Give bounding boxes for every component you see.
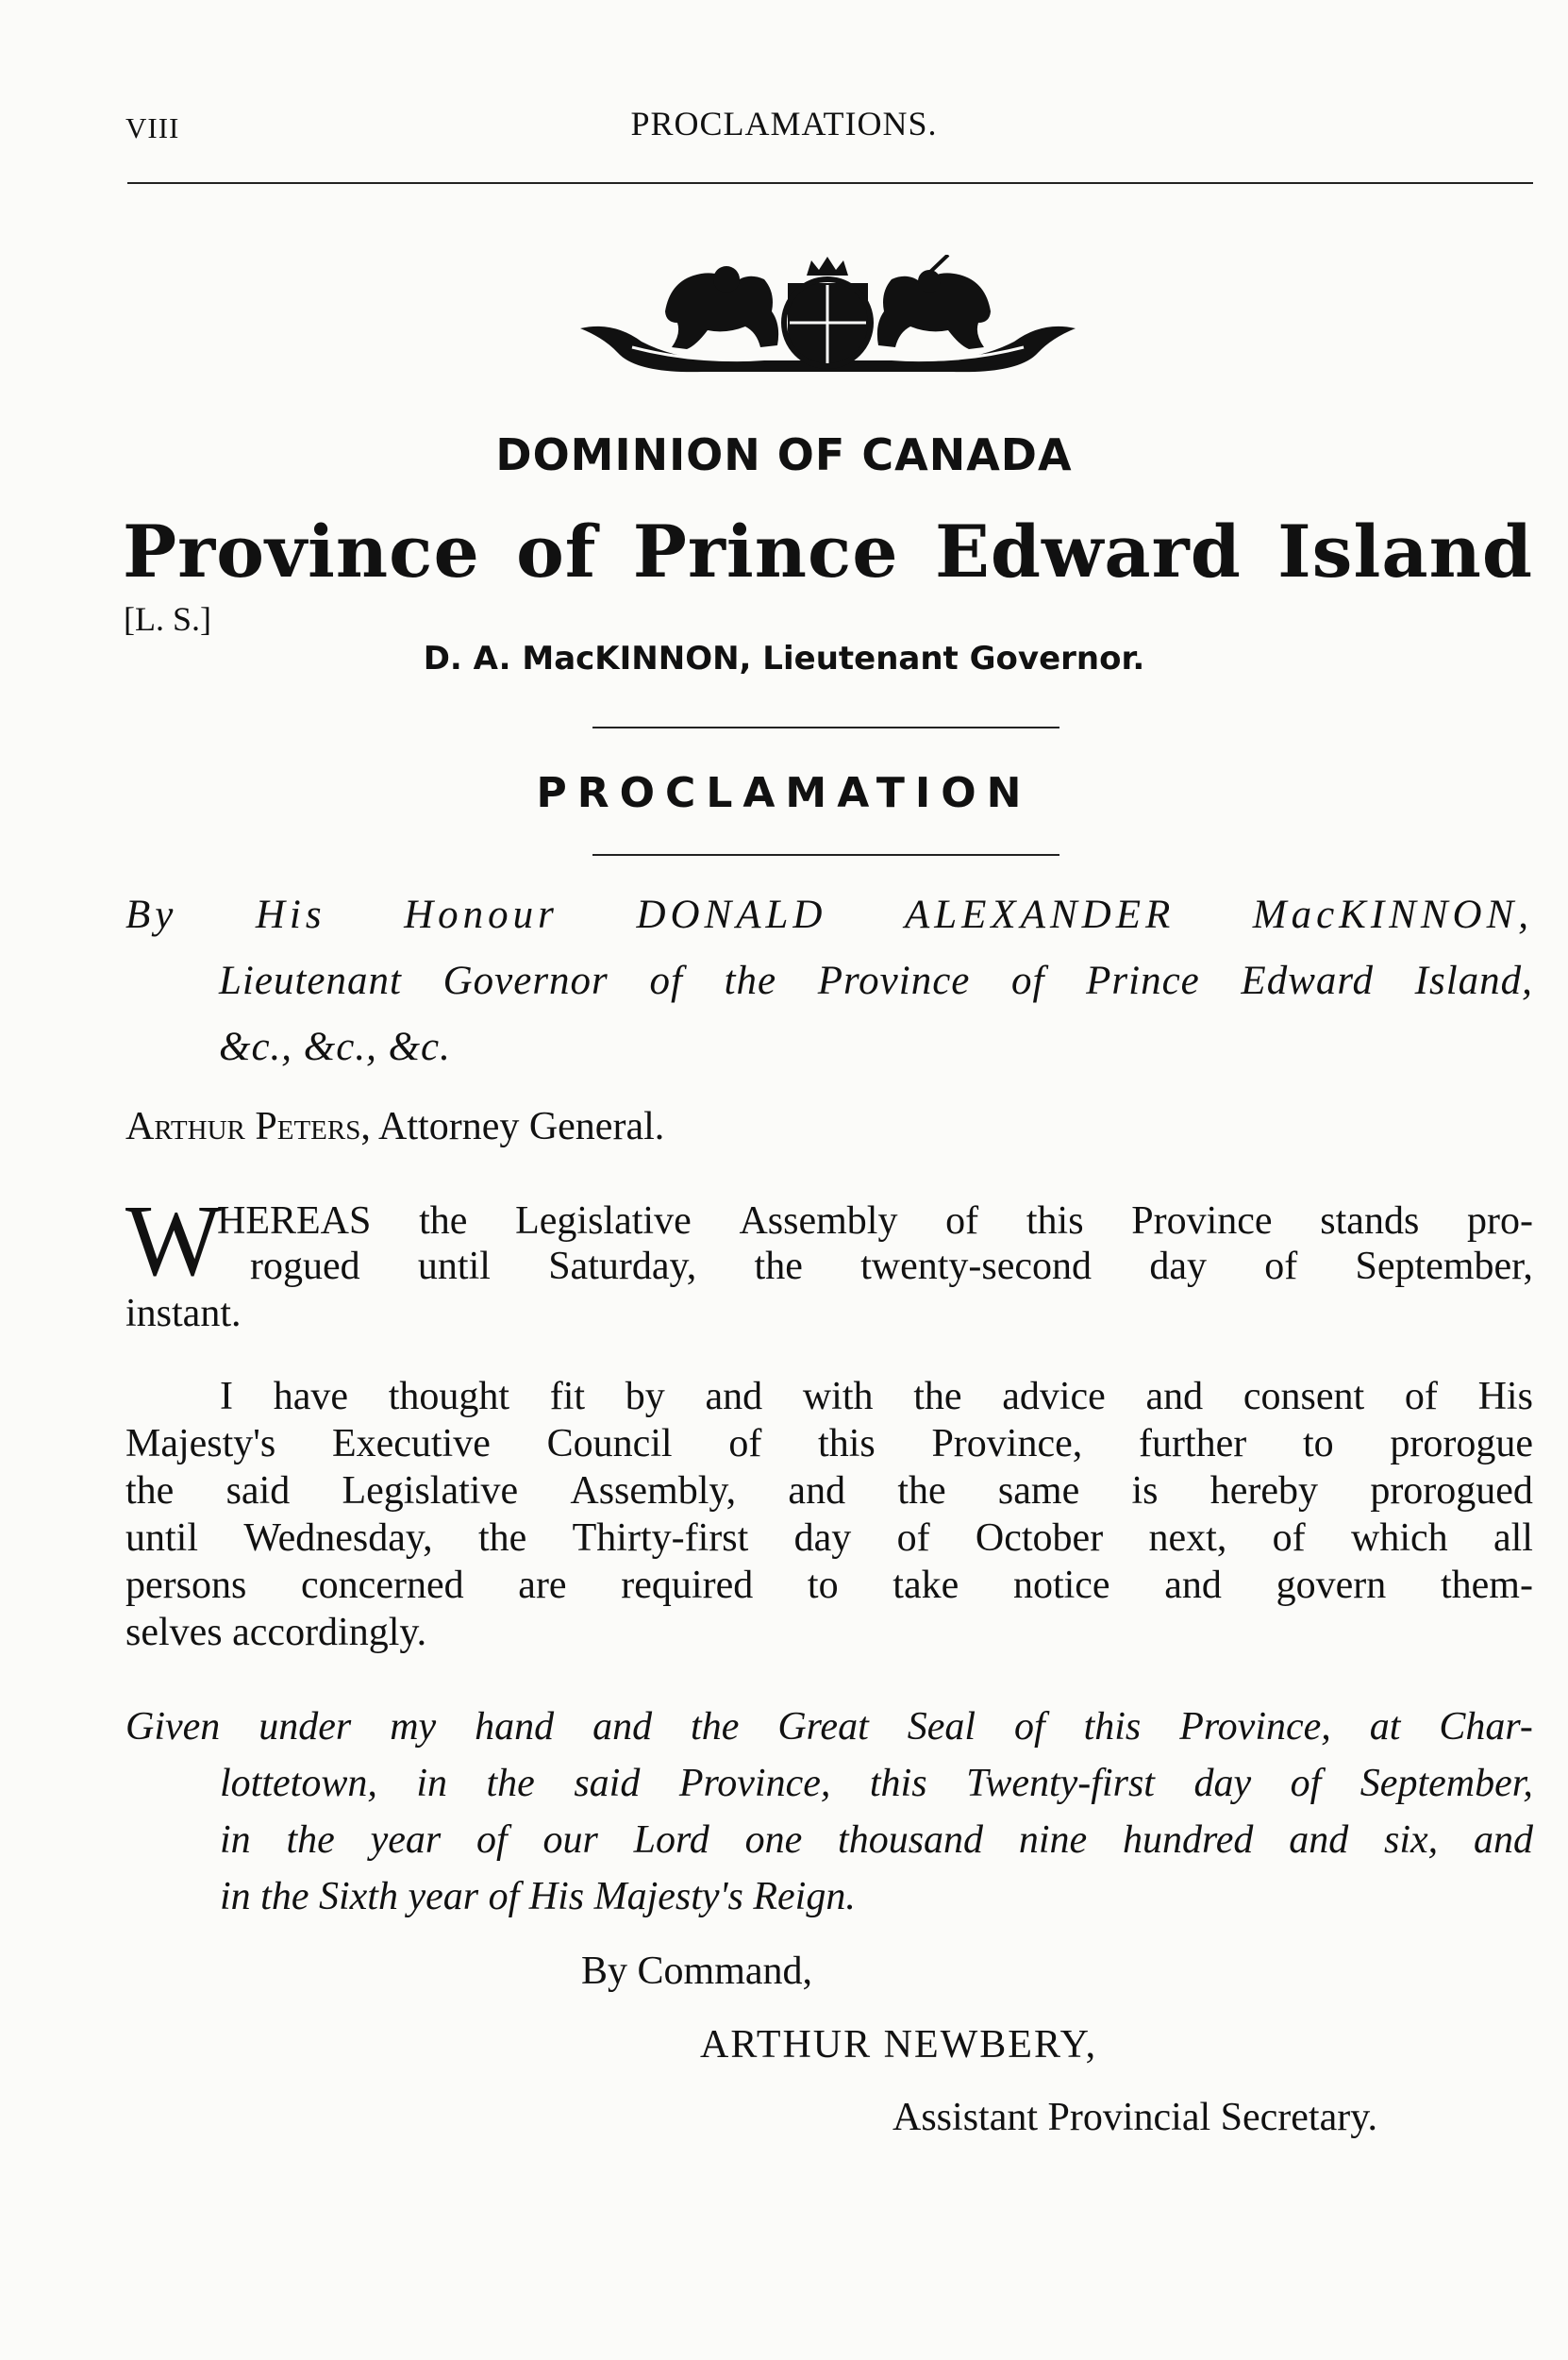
word: and <box>788 1469 846 1513</box>
text-line-last: in the Sixth year of His Majesty's Reign. <box>220 1875 856 1918</box>
word: advice <box>1002 1375 1106 1418</box>
word: the <box>419 1199 468 1243</box>
word: persons <box>125 1564 247 1607</box>
word: nine <box>1018 1818 1088 1862</box>
word: of <box>1272 1516 1306 1560</box>
word: at <box>1369 1705 1401 1749</box>
text-line <box>220 1812 1533 1868</box>
word: day <box>1193 1762 1252 1805</box>
word: hereby <box>1209 1469 1319 1513</box>
authority-line-3: &c., &c., &c. <box>219 1025 451 1069</box>
word: this <box>1026 1199 1084 1243</box>
word: of <box>1013 1705 1045 1749</box>
text-line <box>125 1420 1533 1467</box>
drop-cap: W <box>125 1185 222 1297</box>
authority-line-1 <box>125 892 1533 938</box>
word: in <box>416 1762 448 1805</box>
word: the <box>478 1516 527 1560</box>
word: and <box>1164 1564 1222 1607</box>
word: September, <box>1355 1245 1533 1288</box>
word: consent <box>1243 1375 1365 1418</box>
word: and <box>1145 1375 1204 1418</box>
word: and <box>705 1375 763 1418</box>
word: thousand <box>838 1818 984 1862</box>
word: of <box>896 1516 930 1560</box>
word: Seal <box>907 1705 976 1749</box>
word: said <box>574 1762 641 1805</box>
word: fit <box>549 1375 586 1418</box>
word: hand <box>475 1705 555 1749</box>
word: our <box>542 1818 598 1862</box>
page-number: VIII <box>125 111 180 144</box>
word: prorogue <box>1390 1422 1533 1465</box>
word: Province <box>1131 1199 1273 1243</box>
word: Assembly <box>739 1199 898 1243</box>
word: Province, <box>1179 1705 1331 1749</box>
word: Edward <box>1241 959 1375 1003</box>
word: until <box>417 1245 491 1288</box>
whereas-line-3: instant. <box>125 1292 242 1335</box>
province-heading <box>123 510 1533 594</box>
signer-title: Assistant Provincial Secretary. <box>892 2096 1377 2139</box>
word: of <box>945 1199 979 1243</box>
word: notice <box>1012 1564 1110 1607</box>
word: Majesty's <box>125 1422 276 1465</box>
word: said <box>225 1469 291 1513</box>
province-word: of <box>516 510 597 594</box>
attorney-last-name: Peters <box>255 1105 361 1148</box>
word: further <box>1138 1422 1247 1465</box>
word: of <box>1011 959 1045 1003</box>
text-line <box>125 1467 1533 1515</box>
word: Legislative <box>342 1469 519 1513</box>
word: the <box>125 1469 175 1513</box>
word: this <box>818 1422 876 1465</box>
word: the <box>913 1375 962 1418</box>
running-title: PROCLAMATIONS. <box>630 105 938 142</box>
title-rule-bottom <box>592 854 1059 856</box>
word: govern <box>1276 1564 1387 1607</box>
word: of <box>728 1422 762 1465</box>
word: Twenty-first <box>966 1762 1155 1805</box>
word: all <box>1493 1516 1533 1560</box>
word: under <box>259 1705 352 1749</box>
attorney-first-name: Arthur <box>125 1105 245 1148</box>
word: His <box>1477 1375 1533 1418</box>
title-rule-top <box>592 727 1059 728</box>
word: one <box>744 1818 803 1862</box>
word: the <box>897 1469 946 1513</box>
word: Island, <box>1414 959 1533 1003</box>
word: of <box>476 1818 508 1862</box>
word: Great <box>777 1705 869 1749</box>
attorney-line <box>125 1104 664 1149</box>
header-rule <box>127 182 1533 184</box>
seal-label: [L. S.] <box>124 600 211 638</box>
text-line <box>125 1562 1533 1609</box>
word: of <box>1264 1245 1298 1288</box>
word: His <box>255 893 326 937</box>
word: Wednesday, <box>243 1516 433 1560</box>
word: MacKINNON, <box>1252 893 1533 937</box>
given-paragraph <box>125 1699 1533 1925</box>
governor-line: D. A. MacKINNON, Lieutenant Governor. <box>423 640 1145 678</box>
word: my <box>390 1705 437 1749</box>
word: the <box>486 1762 535 1805</box>
word: day <box>793 1516 852 1560</box>
dominion-heading: DOMINION OF CANADA <box>495 429 1073 480</box>
word: DONALD <box>636 893 827 937</box>
word: year <box>370 1818 442 1862</box>
word: of <box>1404 1375 1438 1418</box>
word: of <box>1290 1762 1322 1805</box>
word: Honour <box>404 893 559 937</box>
word: are <box>518 1564 567 1607</box>
province-word: Edward <box>934 510 1242 594</box>
word: and <box>1473 1818 1533 1862</box>
province-word: Province <box>123 510 480 594</box>
word: the <box>286 1818 335 1862</box>
word: with <box>802 1375 874 1418</box>
word: Province, <box>678 1762 831 1805</box>
word: hundred <box>1122 1818 1254 1862</box>
word: take <box>892 1564 959 1607</box>
word: pro- <box>1467 1199 1533 1243</box>
word: I <box>220 1375 233 1418</box>
text-line <box>125 1699 1533 1755</box>
word: HEREAS <box>217 1199 372 1243</box>
word: have <box>273 1375 348 1418</box>
word: the <box>754 1245 803 1288</box>
royal-coat-of-arms-icon <box>575 255 1080 377</box>
word: Executive <box>331 1422 491 1465</box>
word: day <box>1149 1245 1207 1288</box>
text-line-last: selves accordingly. <box>125 1611 427 1654</box>
word: Lieutenant <box>219 959 402 1003</box>
word: same <box>997 1469 1080 1513</box>
body-paragraph <box>125 1373 1533 1656</box>
word: of <box>649 959 683 1003</box>
word: until <box>125 1516 199 1560</box>
word: stands <box>1320 1199 1420 1243</box>
whereas-line-1 <box>217 1198 1533 1244</box>
word: is <box>1131 1469 1159 1513</box>
word: Province <box>817 959 971 1003</box>
word: October <box>975 1516 1104 1560</box>
word: Char- <box>1439 1705 1533 1749</box>
word: prorogued <box>1370 1469 1533 1513</box>
word: By <box>125 893 178 937</box>
word: Lord <box>633 1818 709 1862</box>
word: Legislative <box>515 1199 692 1243</box>
word: twenty-second <box>860 1245 1093 1288</box>
by-command: By Command, <box>581 1950 813 1993</box>
word: them- <box>1440 1564 1533 1607</box>
word: Prince <box>1086 959 1200 1003</box>
word: the <box>724 959 777 1003</box>
word: Saturday, <box>548 1245 697 1288</box>
word: this <box>869 1762 927 1805</box>
word: ALEXANDER <box>904 893 1176 937</box>
word: and <box>592 1705 653 1749</box>
whereas-line-2 <box>250 1244 1533 1289</box>
word: Governor <box>442 959 609 1003</box>
authority-line-2 <box>219 958 1533 1004</box>
text-line <box>220 1755 1533 1812</box>
word: which <box>1350 1516 1448 1560</box>
signer-name: ARTHUR NEWBERY, <box>700 2023 1098 2067</box>
text-line <box>125 1373 1533 1420</box>
word: Province, <box>931 1422 1083 1465</box>
word: and <box>1289 1818 1349 1862</box>
attorney-title: , Attorney General. <box>360 1105 665 1148</box>
word: Assembly, <box>570 1469 737 1513</box>
word: Given <box>125 1705 221 1749</box>
word: required <box>621 1564 754 1607</box>
word: six, <box>1384 1818 1439 1862</box>
word: Thirty-first <box>572 1516 749 1560</box>
word: to <box>1302 1422 1334 1465</box>
word: next, <box>1148 1516 1227 1560</box>
proclamation-title: PROCLAMATION <box>536 769 1032 817</box>
province-word: Island <box>1277 510 1533 594</box>
word: concerned <box>301 1564 464 1607</box>
word: September, <box>1359 1762 1533 1805</box>
word: by <box>625 1375 665 1418</box>
word: in <box>220 1818 251 1862</box>
word: lottetown, <box>220 1762 377 1805</box>
word: Council <box>546 1422 673 1465</box>
word: rogued <box>250 1245 360 1288</box>
word: this <box>1083 1705 1142 1749</box>
word: to <box>807 1564 839 1607</box>
word: thought <box>388 1375 510 1418</box>
word: the <box>691 1705 740 1749</box>
text-line <box>125 1515 1533 1562</box>
province-word: Prince <box>632 510 899 594</box>
